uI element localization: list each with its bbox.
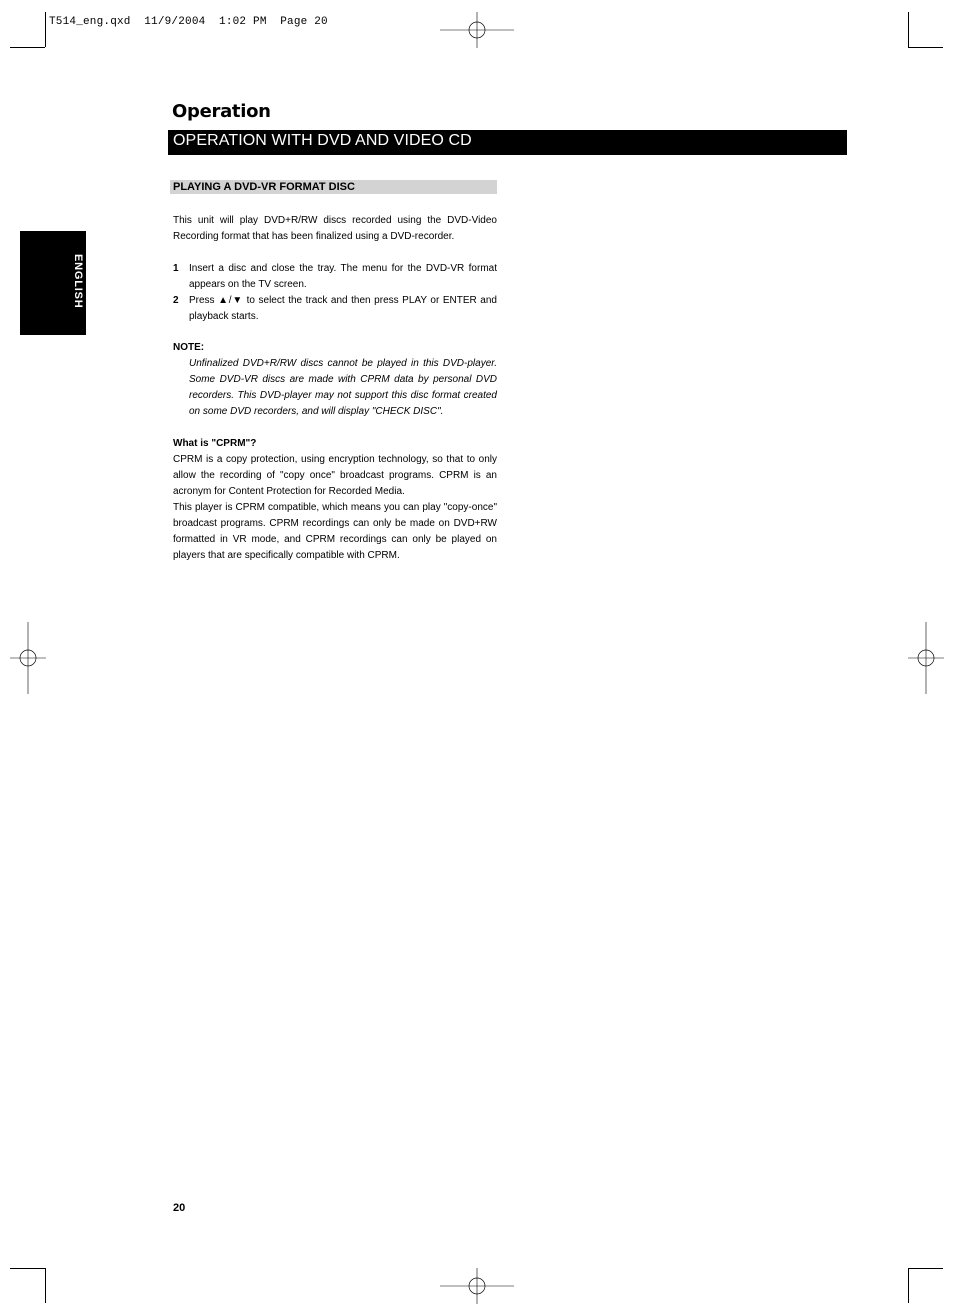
step-text: Insert a disc and close the tray. The menu for the DVD-VR format appears on the TV screen. (189, 263, 497, 290)
registration-mark-right-icon (908, 622, 944, 694)
subsection-title: PLAYING A DVD-VR FORMAT DISC (173, 181, 355, 193)
registration-mark-left-icon (10, 622, 46, 694)
language-tab-label: ENGLISH (72, 254, 84, 309)
cprm-paragraph-1: CPRM is a copy protection, using encryption technology, so that to only allow the recording of "copy once" broadcast programs. CPRM is an acronym for Content Protection for Recorded Media. (173, 454, 497, 497)
cprm-heading: What is "CPRM"? (173, 438, 257, 449)
printer-slug: T514_eng.qxd 11/9/2004 1:02 PM Page 20 (49, 16, 328, 28)
list-item (173, 293, 497, 325)
subsection-bar (170, 180, 497, 194)
list-item (173, 261, 497, 293)
page-title: OPERATION WITH DVD AND VIDEO CD (173, 132, 472, 149)
note-label: NOTE: (173, 342, 205, 353)
registration-mark-top-icon (440, 12, 514, 48)
step-number: 2 (173, 295, 179, 306)
cprm-paragraph-2: This player is CPRM compatible, which means you can play "copy-once" broadcast programs. CPRM recordings can only be made on DVD+RW formatted in VR mode, and CPRM recordings can only be played on players that are specifically compatible with CPRM. (173, 502, 497, 561)
registration-mark-bottom-icon (440, 1268, 514, 1304)
page-title-bar (168, 130, 847, 155)
note-text: Unfinalized DVD+R/RW discs cannot be played in this DVD-player. Some DVD-VR discs are made with CPRM data by personal DVD recorders. This DVD-player may not support this disc format created on some DVD recorders, and will display "CHECK DISC". (189, 358, 497, 417)
section-title: Operation (172, 101, 271, 122)
step-number: 1 (173, 263, 179, 274)
page-number: 20 (173, 1202, 186, 1214)
intro-paragraph: This unit will play DVD+R/RW discs recorded using the DVD-Video Recording format that has been finalized using a DVD-recorder. (173, 215, 497, 242)
step-text: Press ▲/▼ to select the track and then press PLAY or ENTER and playback starts. (189, 295, 497, 322)
